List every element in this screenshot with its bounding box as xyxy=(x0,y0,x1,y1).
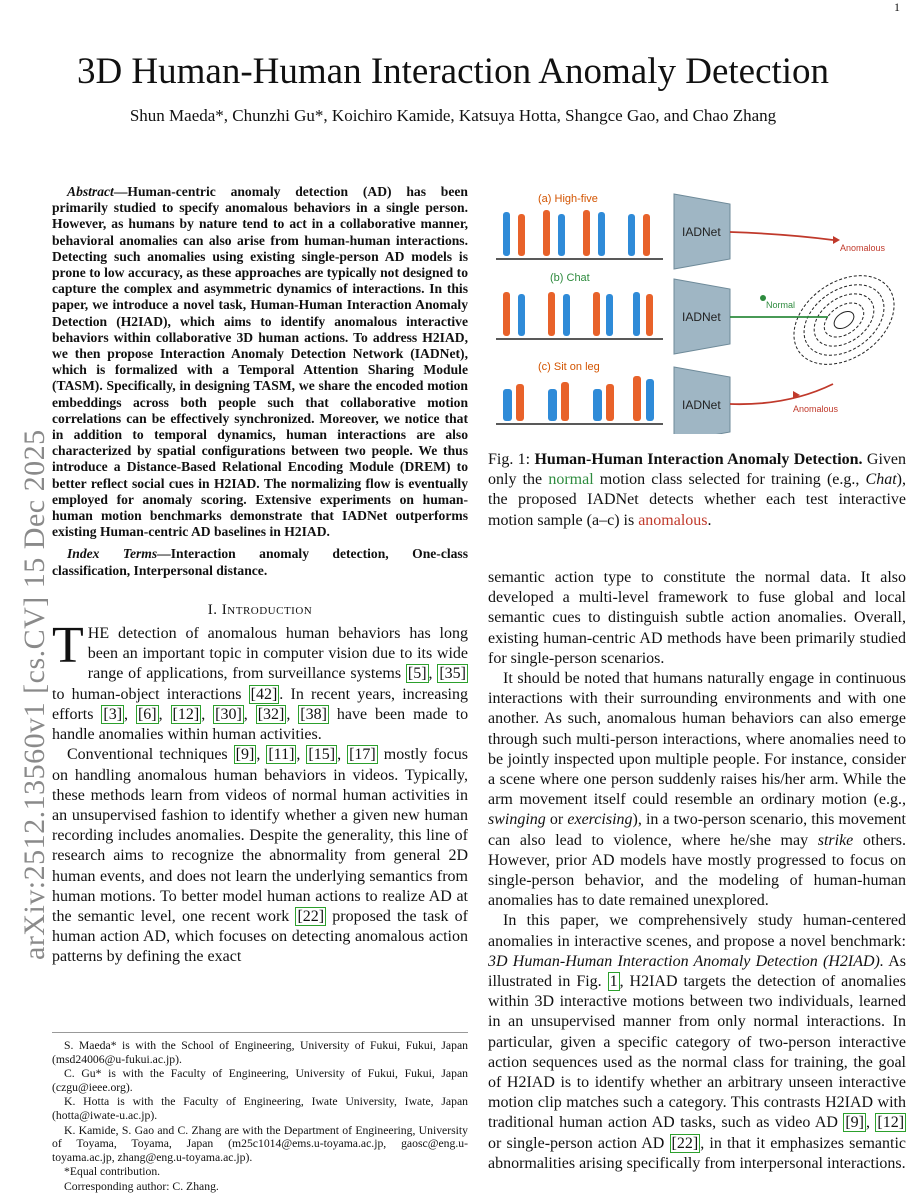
citation[interactable]: [9] xyxy=(235,746,255,764)
index-terms-label: Index Terms xyxy=(67,546,158,562)
footnote: Corresponding author: C. Zhang. xyxy=(64,1179,219,1193)
figure-1 xyxy=(488,184,906,434)
paper-title: 3D Human-Human Interaction Anomaly Detection xyxy=(76,51,830,92)
label-sit-on-leg: (c) Sit on leg xyxy=(538,361,600,373)
section-heading: I. Introduction xyxy=(207,601,313,618)
index-terms xyxy=(52,546,468,578)
citation[interactable]: [15] xyxy=(308,746,336,764)
label-chat: (b) Chat xyxy=(550,272,590,284)
index-terms-text: —Interaction anomaly detection, One-class classification, Interpersonal distance. xyxy=(52,546,469,578)
citation[interactable]: [35] xyxy=(439,665,466,683)
citation[interactable]: [5] xyxy=(407,665,427,683)
citation[interactable]: [12] xyxy=(172,705,200,723)
page-number: 1 xyxy=(894,0,900,14)
dropcap: T xyxy=(52,617,84,675)
citation[interactable]: [22] xyxy=(297,907,325,925)
footnote: S. Maeda* is with the School of Engineering, University of Fukui, Fukui, Japan (msd24006@u-fukui.ac.jp). xyxy=(52,1039,468,1066)
citation[interactable]: [32] xyxy=(257,705,285,723)
human-figures-c xyxy=(503,376,654,421)
footnote: *Equal contribution. xyxy=(64,1165,161,1179)
figure-link[interactable]: 1 xyxy=(609,973,618,991)
anomalous-arrow-c xyxy=(730,384,833,404)
footnote: K. Hotta is with the Faculty of Engineering, Iwate University, Iwate, Japan (hotta@iwate-u.ac.jp). xyxy=(52,1095,468,1122)
abstract-label: Abstract xyxy=(67,184,114,199)
human-figures-b xyxy=(503,292,653,336)
figure-caption: Fig. 1: Human-Human Interaction Anomaly Detection. Given only the normal motion class selected for training (e.g., Chat), the proposed IADNet detects whether each test interactive motion sample (a–c) is anomalous. xyxy=(488,451,906,529)
svg-text:IADNet: IADNet xyxy=(682,310,721,324)
svg-text:IADNet: IADNet xyxy=(682,398,721,412)
label-high-five: (a) High-five xyxy=(538,193,598,205)
citation[interactable]: [22] xyxy=(671,1134,699,1152)
right-paragraph-2: It should be noted that humans naturally engage in continuous interactions with their surrounding environments and with one another. As such, anomalous human behaviors can also emerge through such multi-person interactions, where anomalies need to be jointly inspected upon multiple people. For instance, consider a scene where one person suddenly raises his/her arm. While the arm movement itself could resemble an ordinary motion (e.g., swinging or exercising), in a two-person scenario, this movement can also lead to violence, where he/she may strike others. However, prior AD models have mostly progressed to focus on single-person behavior, and the modeling of human-human anomalies has to date remained unexplored. xyxy=(488,670,906,910)
caption-title: Human-Human Interaction Anomaly Detection. xyxy=(534,451,863,468)
abstract xyxy=(52,184,468,540)
citation[interactable]: [17] xyxy=(349,746,376,764)
right-paragraph-1: semantic action type to constitute the normal data. It also developed a multi-level framework to fuse global and local semantic cues to distinguish subtle action anomalies. Overall, existing human-centric AD methods have been primarily studied for single-person scenarios. xyxy=(488,569,906,667)
citation[interactable]: [9] xyxy=(845,1114,864,1132)
authors: Shun Maeda*, Chunzhi Gu*, Koichiro Kamide, Katsuya Hotta, Shangce Gao, and Chao Zhang xyxy=(129,106,777,125)
svg-text:Anomalous: Anomalous xyxy=(840,243,886,253)
figure-diagram xyxy=(488,184,906,434)
right-column xyxy=(488,568,906,1174)
footnote: K. Kamide, S. Gao and C. Zhang are with the Department of Engineering, University of Toyama, Toyama, Japan (m25c1014@ems.u-toyama.ac.jp, gaosc@eng.u-toyama.ac.jp, zhang@eng.u-toyama.ac.jp). xyxy=(52,1123,468,1164)
density-contours xyxy=(777,257,906,382)
citation[interactable]: [12] xyxy=(877,1114,905,1132)
anomalous-arrow-a xyxy=(730,232,833,240)
citation[interactable]: [42] xyxy=(250,685,278,703)
svg-text:Normal: Normal xyxy=(766,300,796,310)
citation[interactable]: [3] xyxy=(103,705,123,723)
intro-paragraph-2: Conventional techniques [9] , [11] , [15] , [17] mostly focus on handling anomalous human behaviors in videos. Typically, these methods learn from videos of normal human activities in an unsupervised fashion to identify whether a given new human recording includes anomalies. Despite the generality, this line of research aims to recognize the abnormality from general 2D human events, and does not learn the underlying semantics from human motions. To better model human actions to realize AD at the semantic level, one recent work [22] proposed the task of human action AD, which focuses on detecting anomalous action patterns by defining the exact xyxy=(52,746,468,966)
citation[interactable]: [6] xyxy=(137,705,157,723)
right-paragraph-3: In this paper, we comprehensively study human-centered anomalies in interactive scenes, and propose a novel benchmark: 3D Human-Human Interaction Anomaly Detection (H2IAD). As illustrated in Fig. 1 , H2IAD targets the detection of anomalies within 3D interactive motions between two individuals, learned in an unsupervised manner from only normal interactions. In particular, given a specific category of two-person interactive action sequences used as the normal class for training, the goal of H2IAD is to identify whether an arbitrary unseen interactive motion clip matches such a category. This contrasts H2IAD with traditional human action AD tasks, such as video AD [9] , [12] or single-person action AD [22] , in that it emphasizes semantic abnormalities arising specifically from interpersonal interactions. xyxy=(488,912,906,1172)
intro-paragraph-1: THE detection of anomalous human behaviors has long been an important topic in computer vision due to its wide range of applications, from surveillance systems [5] , [35] to human-object interactions [42] . In recent years, increasing efforts [3] , [6] , [12] , [30] , [32] , [38] have been made to handle anomalies within human activities. xyxy=(52,617,469,744)
svg-text:IADNet: IADNet xyxy=(682,225,721,239)
footnotes xyxy=(52,1032,468,1195)
svg-text:Anomalous: Anomalous xyxy=(793,404,839,414)
citation[interactable]: [11] xyxy=(268,746,295,764)
citation[interactable]: [38] xyxy=(300,705,327,723)
arxiv-stamp: arXiv:2512.13560v1 [cs.CV] 15 Dec 2025 xyxy=(18,429,51,960)
left-column xyxy=(52,184,468,968)
abstract-text: —Human-centric anomaly detection (AD) has been primarily studied to specify anomalous behaviors in a single person. However, as humans by nature tend to act in a collaborative manner, behavioral anomalies can also arise from human-human interactions. Detecting such anomalies using existing single-person AD models is prone to low accuracy, as these approaches are typically not designed to capture the complex and asymmetric dynamics of interactions. In this paper, we introduce a novel task, Human-Human Interaction Anomaly Detection (H2IAD), which aims to identify anomalous interactive behaviors within collaborative 3D human actions. To address H2IAD, we then propose Interaction Anomaly Detection Network (IADNet), which is formalized with a Temporal Attention Sharing Module (TASM). Specifically, in designing TASM, we share the encoded motion embeddings across both people such that collaborative motion correlations can be effectively synchronized. Moreover, we notice that in addition to temporal dynamics, human interactions are also characterized by spatial configurations between two people. We thus introduce a Distance-Based Relational Encoding Module (DREM) to better reflect social cues in H2IAD. The normalizing flow is eventually employed for anomaly scoring. Extensive experiments on human-human motion benchmarks demonstrate that IADNet outperforms existing Human-centric AD baselines in H2IAD. xyxy=(52,184,468,540)
citation[interactable]: [30] xyxy=(215,705,242,723)
human-figures-a xyxy=(503,210,650,256)
footnote: C. Gu* is with the Faculty of Engineering, University of Fukui, Fukui, Japan (czgu@ieee.org). xyxy=(52,1067,468,1094)
